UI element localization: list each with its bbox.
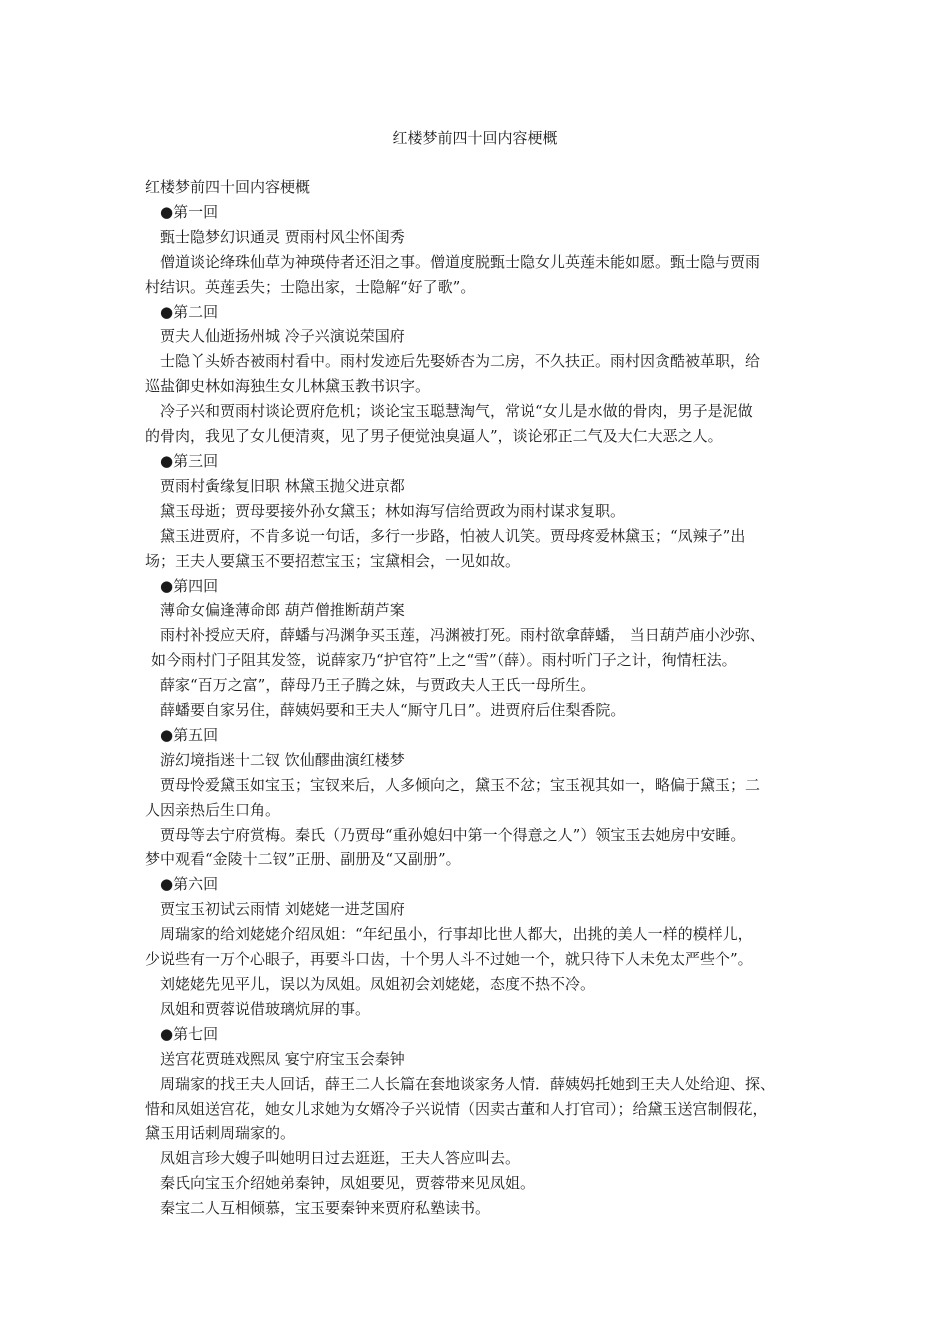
text-line: 薛家“百万之富”，薛母乃王子腾之妹，与贾政夫人王氏一母所生。	[160, 676, 596, 695]
text-line: 凤姐言珍大嫂子叫她明日过去逛逛，王夫人答应叫去。	[160, 1149, 521, 1168]
document-subheading: 红楼梦前四十回内容梗概	[145, 178, 311, 196]
text-line: 冷子兴和贾雨村谈论贾府危机；谈论宝玉聪慧淘气，常说“女儿是水做的骨肉，男子是泥做	[160, 402, 753, 421]
text-line: 刘姥姥先见平儿，误以为凤姐。凤姐初会刘姥姥，态度不热不冷。	[160, 975, 596, 993]
document-body	[145, 175, 810, 1221]
text-line: 周瑞家的找王夫人回话，薛王二人长篇在套地谈家务人情．薛姨妈托她到王夫人处给迎、探、	[160, 1074, 776, 1093]
text-line: 甄士隐梦幻识通灵 贾雨村风尘怀闺秀	[160, 227, 405, 246]
chapter-heading: ● 第七回	[145, 1022, 810, 1047]
text-line: 少说些有一万个心眼子，再要斗口齿，十个男人斗不过她一个，就只待下人未免太严些个”。	[145, 950, 753, 969]
text-line: 僧道谈论绛珠仙草为神瑛侍者还泪之事。僧道度脱甄士隐女儿英莲未能如愿。甄士隐与贾雨	[160, 252, 761, 271]
text-line: 的骨肉，我见了女儿便清爽，见了男子便觉浊臭逼人”，谈论邪正二气及大仁大恶之人。	[145, 427, 723, 446]
chapter-heading: ● 第一回	[145, 200, 810, 225]
chapter-heading: ● 第六回	[145, 872, 810, 897]
chapter-heading: ● 第四回	[145, 574, 810, 599]
chapter-heading: ● 第五回	[145, 723, 810, 748]
text-line: 薛蟠要自家另住，薛姨妈要和王夫人“厮守几日”。进贾府后住梨香院。	[160, 701, 626, 720]
text-line: 惜和凤姐送宫花，她女儿求她为女婿冷子兴说情（因卖古董和人打官司）；给黛玉送宫制假花，	[145, 1099, 768, 1118]
document-title: 红楼梦前四十回内容梗概	[392, 129, 558, 147]
text-line: 秦氏向宝玉介绍她弟秦钟，凤姐要见，贾蓉带来见凤姐。	[160, 1174, 536, 1193]
text-line: 黛玉用话刺周瑞家的。	[145, 1124, 296, 1143]
text-line: 游幻境指迷十二钗 饮仙醪曲演红楼梦	[160, 750, 405, 769]
text-line: 贾母等去宁府赏梅。秦氏（乃贾母“重孙媳妇中第一个得意之人”）领宝玉去她房中安睡。	[160, 825, 746, 844]
text-line: 黛玉进贾府，不肯多说一句话，多行一步路，怕被人讥笑。贾母疼爱林黛玉；“凤辣子”出	[160, 526, 746, 545]
text-line: 贾夫人仙逝扬州城 冷子兴演说荣国府	[160, 327, 405, 346]
text-line: 送宫花贾琏戏熙凤 宴宁府宝玉会秦钟	[160, 1049, 405, 1068]
text-line: 薄命女偏逢薄命郎 葫芦僧推断葫芦案	[160, 601, 405, 620]
text-line: 贾宝玉初试云雨情 刘姥姥一进芝国府	[160, 900, 405, 919]
chapter-heading: ● 第二回	[145, 300, 810, 325]
chapter-heading: ● 第三回	[145, 449, 810, 474]
text-line: 凤姐和贾蓉说借玻璃炕屏的事。	[160, 999, 371, 1018]
text-line: 梦中观看“金陵十二钗”正册、副册及“又副册”。	[145, 850, 461, 869]
text-line: 周瑞家的给刘姥姥介绍凤姐：“年纪虽小，行事却比世人都大，出挑的美人一样的模样儿，	[160, 925, 753, 944]
text-line: 雨村补授应天府，薛蟠与冯渊争买玉莲，冯渊被打死。雨村欲拿薛蟠， 当日葫芦庙小沙弥、	[160, 626, 765, 645]
text-line: 秦宝二人互相倾慕，宝玉要秦钟来贾府私塾读书。	[160, 1199, 491, 1218]
text-line: 村结识。英莲丢失；士隐出家，士隐解“好了歌”。	[145, 277, 476, 296]
text-line: 人因亲热后生口角。	[145, 800, 281, 819]
text-line: 场；王夫人要黛玉不要招惹宝玉；宝黛相会，一见如故。	[145, 551, 521, 570]
text-line: 贾雨村夤缘复旧职 林黛玉抛父进京都	[160, 476, 405, 495]
text-line: 巡盐御史林如海独生女儿林黛玉教书识字。	[145, 377, 431, 396]
text-line: 士隐丫头娇杏被雨村看中。雨村发迹后先娶娇杏为二房，不久扶正。雨村因贪酷被革职，给	[160, 352, 761, 371]
text-line: 黛玉母逝；贾母要接外孙女黛玉；林如海写信给贾政为雨村谋求复职。	[160, 501, 626, 520]
text-line: 贾母怜爱黛玉如宝玉；宝钗来后，人多倾向之，黛玉不忿；宝玉视其如一，略偏于黛玉；二	[160, 775, 761, 794]
text-line: 如今雨村门子阻其发签，说薛家乃“护官符”上之“雪”（薛）。雨村听门子之计，徇情枉法。	[151, 651, 737, 670]
